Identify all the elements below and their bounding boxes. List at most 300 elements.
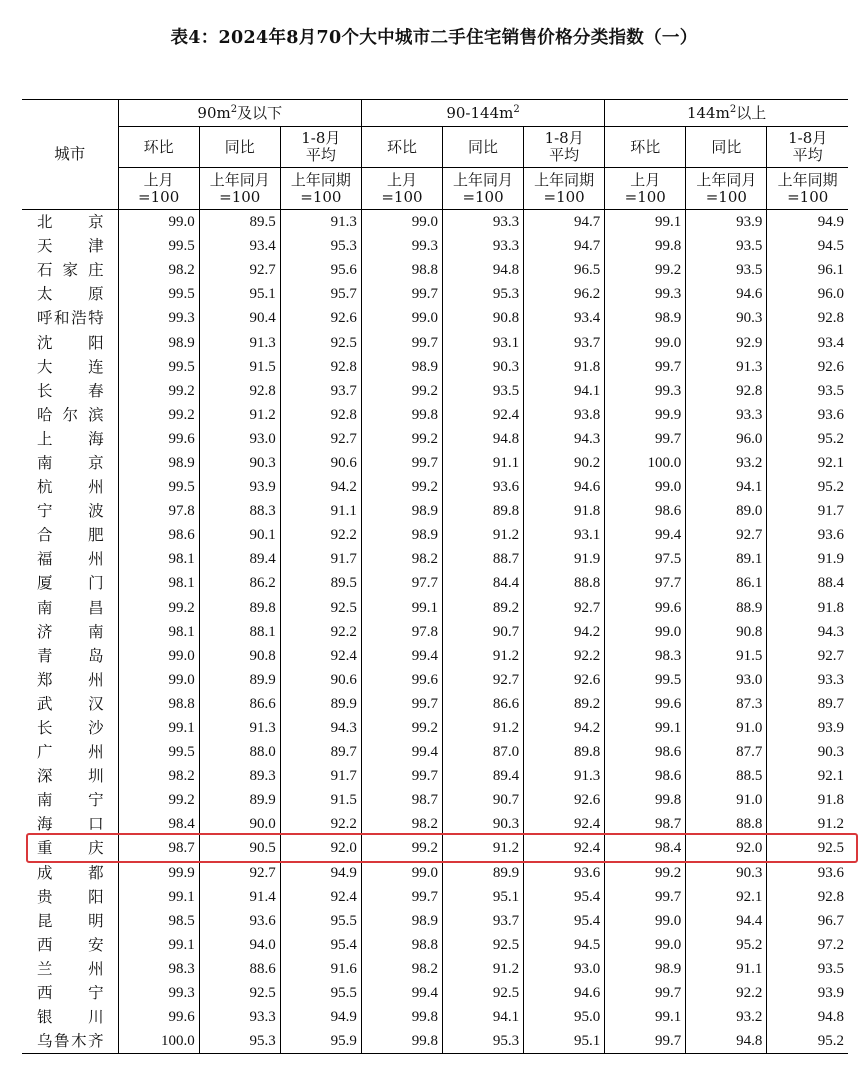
city-cell: 福州: [22, 547, 118, 571]
group-header-medium: $90-144m^2$: [361, 100, 604, 127]
sub-header-cell: 1-8月 平均: [524, 127, 605, 168]
index-value-cell: 92.4: [280, 885, 361, 909]
index-value-cell: 91.2: [443, 644, 524, 668]
index-value-cell: 88.1: [199, 620, 280, 644]
index-value-cell: 97.7: [361, 571, 442, 595]
index-value-cell: 91.1: [686, 957, 767, 981]
index-value-cell: 98.6: [605, 764, 686, 788]
index-value-cell: 92.5: [280, 330, 361, 354]
index-value-cell: 93.3: [817, 671, 844, 688]
city-cell: 南昌: [22, 596, 118, 620]
index-value-cell: 95.3: [280, 234, 361, 258]
index-value-cell: 92.7: [443, 668, 524, 692]
index-value-cell: 98.3: [605, 644, 686, 668]
base-header-cell: 上年同期 =100: [280, 168, 361, 210]
index-value-cell: 95.1: [524, 1029, 605, 1054]
city-cell: 贵阳: [22, 885, 118, 909]
index-value-cell: 98.9: [361, 909, 442, 933]
index-value-cell: 88.3: [199, 499, 280, 523]
index-value-cell: 96.2: [524, 282, 605, 306]
table-row: [22, 909, 848, 933]
index-value-cell: 95.1: [199, 282, 280, 306]
city-cell: 广州: [22, 740, 118, 764]
index-value-cell: 90.3: [686, 861, 767, 885]
table-row: [22, 620, 848, 644]
index-value-cell: 92.2: [686, 981, 767, 1005]
index-value-cell: 98.8: [361, 933, 442, 957]
city-cell: 宁波: [22, 499, 118, 523]
index-value-cell: 89.0: [686, 499, 767, 523]
index-value-cell: 98.8: [361, 258, 442, 282]
index-value-cell: 99.5: [118, 282, 199, 306]
index-value-cell: 92.6: [817, 358, 844, 375]
index-value-cell: 99.7: [605, 885, 686, 909]
index-value-cell: 91.9: [524, 547, 605, 571]
index-value-cell: 92.7: [817, 647, 844, 664]
index-value-cell: 92.7: [524, 596, 605, 620]
index-value-cell: 98.9: [605, 957, 686, 981]
table-row: [22, 861, 848, 885]
index-value-cell: 99.0: [118, 210, 199, 235]
index-value-cell: 91.5: [199, 355, 280, 379]
index-value-cell: 92.2: [280, 620, 361, 644]
city-cell: 西安: [22, 933, 118, 957]
index-value-cell: 92.8: [280, 355, 361, 379]
index-value-cell: 99.4: [605, 523, 686, 547]
table-body: [22, 210, 848, 1054]
index-value-cell: 95.5: [280, 909, 361, 933]
index-value-cell: 93.3: [199, 1005, 280, 1029]
index-value-cell: 91.3: [280, 210, 361, 235]
index-value-cell: 99.2: [361, 836, 442, 860]
index-value-cell: 99.3: [118, 981, 199, 1005]
city-cell: 长春: [22, 379, 118, 403]
index-value-cell: 93.9: [686, 210, 767, 235]
index-value-cell: 99.3: [605, 379, 686, 403]
index-value-cell: 94.8: [817, 1009, 844, 1026]
index-value-cell: 99.0: [605, 475, 686, 499]
index-value-cell: 99.2: [605, 258, 686, 282]
table-row: [22, 692, 848, 716]
index-value-cell: 92.2: [524, 644, 605, 668]
table-row: [22, 403, 848, 427]
index-value-cell: 89.4: [199, 547, 280, 571]
index-value-cell: 93.4: [817, 334, 844, 351]
index-value-cell: 99.1: [118, 933, 199, 957]
base-header-cell: 上年同月 =100: [686, 168, 767, 210]
index-value-cell: 98.9: [361, 499, 442, 523]
index-value-cell: 99.2: [605, 861, 686, 885]
index-value-cell: 91.8: [817, 599, 844, 616]
index-value-cell: 89.1: [686, 547, 767, 571]
table-row: [22, 933, 848, 957]
index-value-cell: 92.8: [199, 379, 280, 403]
index-value-cell: 99.6: [118, 1005, 199, 1029]
table-row: [22, 1029, 848, 1054]
index-value-cell: 96.1: [817, 262, 844, 279]
table-row: [22, 258, 848, 282]
index-value-cell: 94.6: [524, 475, 605, 499]
index-value-cell: 90.3: [686, 306, 767, 330]
index-value-cell: 98.2: [118, 258, 199, 282]
index-value-cell: 94.7: [524, 234, 605, 258]
index-value-cell: 92.6: [524, 668, 605, 692]
index-value-cell: 93.6: [817, 527, 844, 544]
index-value-cell: 92.8: [280, 403, 361, 427]
index-value-cell: 90.1: [199, 523, 280, 547]
table-row: [22, 668, 848, 692]
index-value-cell: 92.7: [199, 861, 280, 885]
index-value-cell: 97.2: [817, 936, 844, 953]
index-value-cell: 89.9: [280, 692, 361, 716]
index-value-cell: 95.7: [280, 282, 361, 306]
index-value-cell: 93.2: [686, 1005, 767, 1029]
city-cell: 沈阳: [22, 330, 118, 354]
city-cell: 重庆: [22, 836, 118, 860]
base-header-cell: 上年同月 =100: [199, 168, 280, 210]
city-cell: 石家庄: [22, 258, 118, 282]
index-value-cell: 91.2: [443, 716, 524, 740]
city-cell: 杭州: [22, 475, 118, 499]
index-value-cell: 90.4: [199, 306, 280, 330]
base-header-row: [22, 168, 848, 210]
index-value-cell: 99.0: [118, 644, 199, 668]
index-value-cell: 99.4: [361, 740, 442, 764]
index-value-cell: 91.4: [199, 885, 280, 909]
index-value-cell: 99.5: [118, 740, 199, 764]
index-value-cell: 92.8: [817, 888, 844, 905]
index-value-cell: 93.8: [524, 403, 605, 427]
index-value-cell: 90.3: [443, 812, 524, 836]
index-value-cell: 94.1: [443, 1005, 524, 1029]
index-value-cell: 99.0: [605, 909, 686, 933]
city-cell: 长沙: [22, 716, 118, 740]
index-value-cell: 98.5: [118, 909, 199, 933]
index-value-cell: 99.6: [118, 427, 199, 451]
index-value-cell: 97.8: [118, 499, 199, 523]
city-cell: 昆明: [22, 909, 118, 933]
index-value-cell: 99.4: [361, 981, 442, 1005]
index-value-cell: 94.5: [817, 238, 844, 255]
index-value-cell: 93.4: [199, 234, 280, 258]
index-value-cell: 93.0: [199, 427, 280, 451]
index-value-cell: 98.9: [361, 355, 442, 379]
index-value-cell: 93.7: [443, 909, 524, 933]
index-value-cell: 92.5: [443, 981, 524, 1005]
index-value-cell: 92.0: [280, 836, 361, 860]
index-value-cell: 91.7: [280, 764, 361, 788]
index-value-cell: 90.6: [280, 451, 361, 475]
index-value-cell: 88.6: [199, 957, 280, 981]
index-value-cell: 94.9: [280, 1005, 361, 1029]
index-value-cell: 99.6: [605, 692, 686, 716]
index-value-cell: 90.8: [443, 306, 524, 330]
city-cell: 深圳: [22, 764, 118, 788]
index-value-cell: 99.0: [605, 330, 686, 354]
index-value-cell: 89.5: [199, 210, 280, 235]
index-value-cell: 92.6: [280, 306, 361, 330]
index-value-cell: 93.5: [686, 234, 767, 258]
table-row: [22, 981, 848, 1005]
index-value-cell: 99.2: [361, 379, 442, 403]
sub-header-cell: 环比: [118, 127, 199, 168]
index-value-cell: 99.7: [361, 282, 442, 306]
index-value-cell: 93.4: [524, 306, 605, 330]
index-value-cell: 99.7: [605, 427, 686, 451]
index-value-cell: 94.9: [817, 214, 844, 231]
index-value-cell: 99.6: [605, 596, 686, 620]
table-row: [22, 475, 848, 499]
city-cell: 青岛: [22, 644, 118, 668]
index-value-cell: 98.8: [118, 692, 199, 716]
index-value-cell: 89.5: [280, 571, 361, 595]
index-value-cell: 92.1: [686, 885, 767, 909]
index-value-cell: 93.0: [524, 957, 605, 981]
index-value-cell: 94.6: [524, 981, 605, 1005]
index-value-cell: 98.3: [118, 957, 199, 981]
index-value-cell: 94.1: [524, 379, 605, 403]
index-value-cell: 86.6: [199, 692, 280, 716]
index-value-cell: 96.5: [524, 258, 605, 282]
city-cell: 乌鲁木齐: [22, 1029, 118, 1054]
index-value-cell: 86.2: [199, 571, 280, 595]
city-cell: 南京: [22, 451, 118, 475]
index-value-cell: 98.1: [118, 620, 199, 644]
index-value-cell: 99.7: [361, 885, 442, 909]
index-value-cell: 92.1: [817, 454, 844, 471]
table-title: 表4：2024年8月70个大中城市二手住宅销售价格分类指数（一）: [170, 28, 698, 48]
index-value-cell: 94.6: [686, 282, 767, 306]
index-value-cell: 95.4: [524, 885, 605, 909]
index-value-cell: 86.1: [686, 571, 767, 595]
index-value-cell: 91.3: [199, 716, 280, 740]
index-value-cell: 95.5: [280, 981, 361, 1005]
index-value-cell: 94.8: [686, 1029, 767, 1054]
index-value-cell: 91.3: [524, 764, 605, 788]
table-row: [22, 788, 848, 812]
sub-header-cell: 同比: [686, 127, 767, 168]
index-value-cell: 99.2: [361, 716, 442, 740]
index-value-cell: 98.9: [361, 523, 442, 547]
index-value-cell: 91.2: [443, 957, 524, 981]
index-value-cell: 99.5: [605, 668, 686, 692]
index-value-cell: 99.7: [361, 451, 442, 475]
index-value-cell: 99.7: [605, 981, 686, 1005]
index-value-cell: 89.2: [443, 596, 524, 620]
index-value-cell: 99.5: [118, 234, 199, 258]
index-value-cell: 94.2: [524, 620, 605, 644]
table-row: [22, 379, 848, 403]
index-value-cell: 99.2: [361, 427, 442, 451]
index-value-cell: 97.7: [605, 571, 686, 595]
index-value-cell: 94.8: [443, 258, 524, 282]
city-cell: 厦门: [22, 571, 118, 595]
index-value-cell: 99.8: [605, 788, 686, 812]
index-value-cell: 86.6: [443, 692, 524, 716]
index-value-cell: 98.2: [361, 812, 442, 836]
index-value-cell: 87.7: [686, 740, 767, 764]
index-value-cell: 90.2: [524, 451, 605, 475]
index-value-cell: 98.9: [605, 306, 686, 330]
index-value-cell: 99.1: [605, 1005, 686, 1029]
index-value-cell: 99.2: [118, 379, 199, 403]
sub-header-cell: 1-8月 平均: [767, 127, 848, 168]
index-value-cell: 90.8: [686, 620, 767, 644]
index-value-cell: 91.9: [817, 551, 844, 568]
sub-header-cell: 环比: [361, 127, 442, 168]
index-value-cell: 93.6: [817, 864, 844, 881]
index-value-cell: 94.4: [686, 909, 767, 933]
index-value-cell: 89.8: [524, 740, 605, 764]
index-value-cell: 94.1: [686, 475, 767, 499]
index-value-cell: 91.2: [443, 523, 524, 547]
index-value-cell: 88.7: [443, 547, 524, 571]
index-value-cell: 89.8: [199, 596, 280, 620]
index-value-cell: 90.8: [199, 644, 280, 668]
index-value-cell: 92.5: [199, 981, 280, 1005]
index-value-cell: 92.7: [280, 427, 361, 451]
index-value-cell: 98.2: [118, 764, 199, 788]
index-value-cell: 93.6: [199, 909, 280, 933]
index-value-cell: 99.1: [118, 885, 199, 909]
index-value-cell: 100.0: [605, 451, 686, 475]
table-row: [22, 210, 848, 235]
index-value-cell: 99.7: [361, 692, 442, 716]
index-value-cell: 93.7: [280, 379, 361, 403]
index-value-cell: 93.6: [524, 861, 605, 885]
table-row: [22, 596, 848, 620]
index-value-cell: 97.5: [605, 547, 686, 571]
index-value-cell: 92.5: [280, 596, 361, 620]
index-value-cell: 94.2: [524, 716, 605, 740]
index-value-cell: 99.8: [361, 1029, 442, 1054]
city-cell: 海口: [22, 812, 118, 836]
index-value-cell: 91.5: [686, 644, 767, 668]
index-value-cell: 93.2: [686, 451, 767, 475]
index-value-cell: 92.7: [199, 258, 280, 282]
table-row: [22, 764, 848, 788]
index-value-cell: 95.6: [280, 258, 361, 282]
index-value-cell: 89.9: [443, 861, 524, 885]
index-value-cell: 95.3: [443, 282, 524, 306]
index-value-cell: 91.5: [280, 788, 361, 812]
index-value-cell: 92.5: [443, 933, 524, 957]
index-value-cell: 94.5: [524, 933, 605, 957]
index-value-cell: 99.0: [361, 210, 442, 235]
index-value-cell: 90.7: [443, 620, 524, 644]
index-value-cell: 93.5: [443, 379, 524, 403]
index-value-cell: 99.7: [605, 355, 686, 379]
index-value-cell: 89.8: [443, 499, 524, 523]
index-value-cell: 88.8: [524, 571, 605, 595]
index-value-cell: 95.2: [767, 1029, 848, 1054]
index-value-cell: 92.2: [280, 523, 361, 547]
sub-header-row: [22, 127, 848, 168]
index-value-cell: 94.2: [280, 475, 361, 499]
city-cell: 郑州: [22, 668, 118, 692]
city-cell: 上海: [22, 427, 118, 451]
index-value-cell: 98.6: [118, 523, 199, 547]
table-row: [22, 499, 848, 523]
table-row: [22, 330, 848, 354]
index-value-cell: 98.7: [605, 812, 686, 836]
index-value-cell: 98.6: [605, 499, 686, 523]
index-value-cell: 94.0: [199, 933, 280, 957]
index-value-cell: 88.9: [686, 596, 767, 620]
index-value-cell: 93.7: [524, 330, 605, 354]
sub-header-cell: 1-8月 平均: [280, 127, 361, 168]
city-cell: 济南: [22, 620, 118, 644]
index-value-cell: 91.0: [686, 788, 767, 812]
index-value-cell: 99.0: [605, 620, 686, 644]
index-value-cell: 95.3: [199, 1029, 280, 1054]
index-value-cell: 92.4: [443, 403, 524, 427]
index-value-cell: 91.1: [280, 499, 361, 523]
index-value-cell: 92.5: [817, 840, 844, 857]
table-row: [22, 740, 848, 764]
table-row: [22, 571, 848, 595]
index-value-cell: 94.3: [524, 427, 605, 451]
index-value-cell: 91.3: [686, 355, 767, 379]
index-value-cell: 99.5: [118, 475, 199, 499]
index-value-cell: 93.6: [817, 406, 844, 423]
index-value-cell: 98.2: [361, 547, 442, 571]
index-value-cell: 92.2: [280, 812, 361, 836]
index-value-cell: 89.7: [280, 740, 361, 764]
table-row: [22, 1005, 848, 1029]
price-index-table: [22, 100, 848, 1054]
index-value-cell: 93.6: [443, 475, 524, 499]
index-value-cell: 99.0: [361, 306, 442, 330]
index-value-cell: 91.1: [443, 451, 524, 475]
index-value-cell: 93.3: [443, 234, 524, 258]
index-value-cell: 93.9: [199, 475, 280, 499]
index-value-cell: 92.0: [686, 836, 767, 860]
index-value-cell: 96.0: [817, 286, 844, 303]
index-value-cell: 93.3: [443, 210, 524, 235]
index-value-cell: 94.3: [817, 623, 844, 640]
index-value-cell: 95.0: [524, 1005, 605, 1029]
index-value-cell: 95.2: [817, 430, 844, 447]
city-cell: 兰州: [22, 957, 118, 981]
index-value-cell: 91.3: [199, 330, 280, 354]
index-value-cell: 90.3: [443, 355, 524, 379]
index-value-cell: 93.3: [686, 403, 767, 427]
index-value-cell: 98.9: [118, 330, 199, 354]
index-value-cell: 92.7: [686, 523, 767, 547]
index-value-cell: 93.5: [817, 382, 844, 399]
table-row: [22, 306, 848, 330]
index-value-cell: 94.7: [524, 210, 605, 235]
index-value-cell: 88.8: [686, 812, 767, 836]
index-value-cell: 95.3: [443, 1029, 524, 1054]
index-value-cell: 92.4: [280, 644, 361, 668]
index-value-cell: 88.4: [817, 575, 844, 592]
sub-header-cell: 同比: [443, 127, 524, 168]
base-header-cell: 上年同期 =100: [767, 168, 848, 210]
index-value-cell: 87.0: [443, 740, 524, 764]
index-value-cell: 91.8: [817, 792, 844, 809]
group-header-small: $90m^2$及以下: [118, 100, 361, 127]
city-cell: 南宁: [22, 788, 118, 812]
city-cell: 大连: [22, 355, 118, 379]
index-value-cell: 99.6: [361, 668, 442, 692]
index-value-cell: 92.8: [817, 310, 844, 327]
base-header-cell: 上年同期 =100: [524, 168, 605, 210]
index-value-cell: 98.1: [118, 547, 199, 571]
city-cell: 西宁: [22, 981, 118, 1005]
index-value-cell: 92.1: [817, 768, 844, 785]
